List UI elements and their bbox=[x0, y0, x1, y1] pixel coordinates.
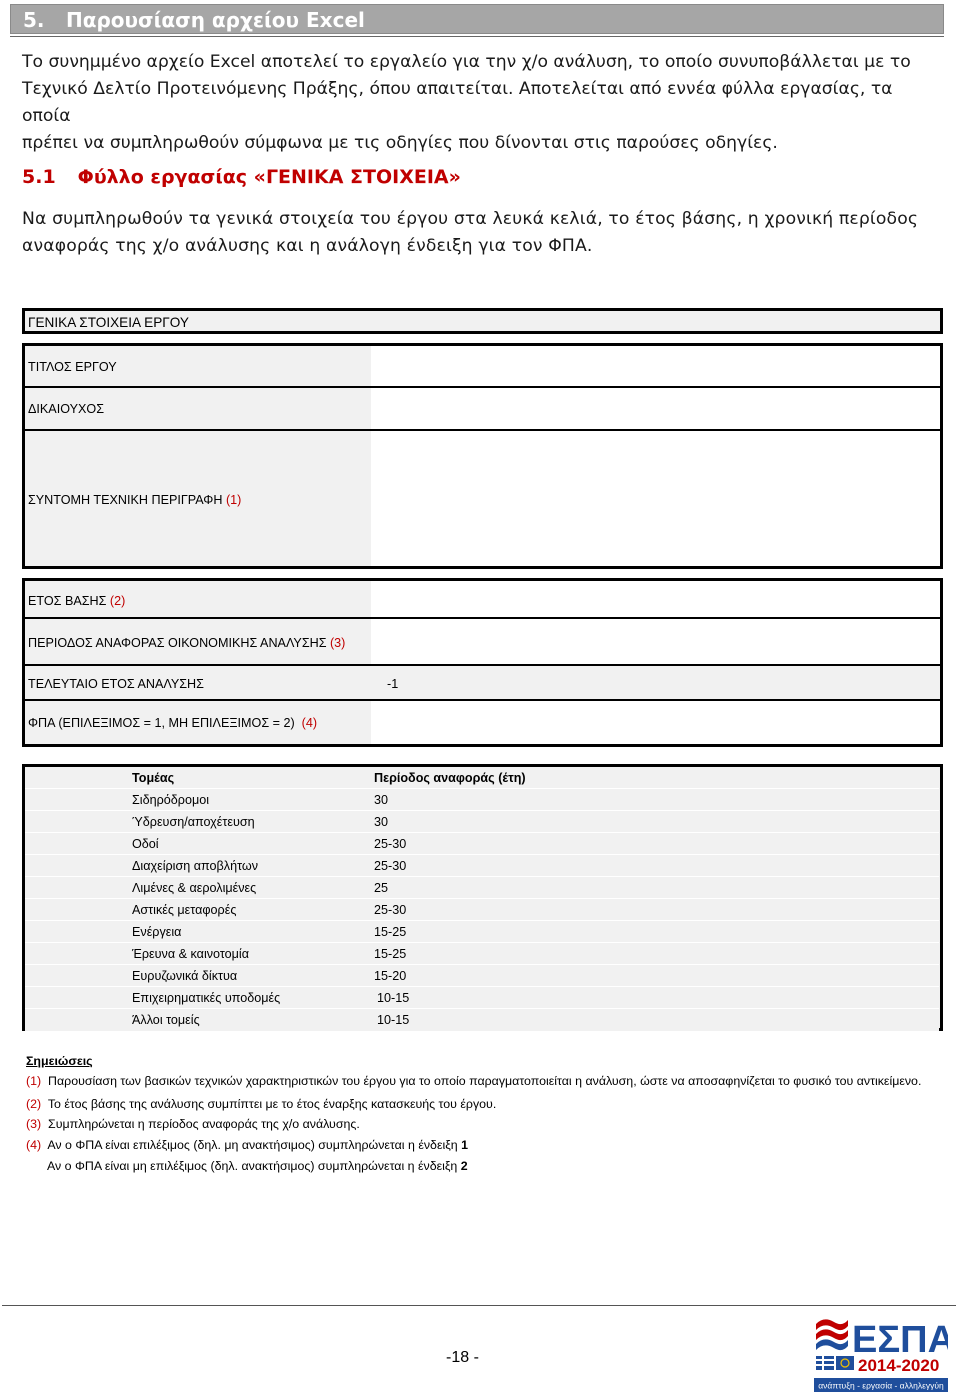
vat-label: ΦΠΑ (ΕΠΙΛΕΞΙΜΟΣ = 1, ΜΗ ΕΠΙΛΕΞΙΜΟΣ = 2) (4) bbox=[28, 716, 318, 730]
period-label-cell bbox=[25, 619, 371, 666]
beneficiary-label: ΔΙΚΑΙΟΥΧΟΣ bbox=[28, 402, 104, 416]
period-label: ΠΕΡΙΟΔΟΣ ΑΝΑΦΟΡΑΣ ΟΙΚΟΝΟΜΙΚΗΣ ΑΝΑΛΥΣΗΣ (3) bbox=[28, 636, 346, 650]
sub-line: αναφοράς της χ/ο ανάλυσης και η ανάλογη ένδειξη για τον ΦΠΑ. bbox=[22, 236, 593, 256]
svg-text:ΕΣΠΑ: ΕΣΠΑ bbox=[852, 1319, 948, 1361]
note-item: (1) Παρουσίαση των βασικών τεχνικών χαρακτηριστικών του έργου για το οποίο παραγματοποιείται η ανάλυση, ώστε να αποσαφηνίζεται το φυσικό του αντικείμενο. bbox=[26, 1074, 922, 1088]
period-input[interactable] bbox=[371, 619, 940, 666]
note-item: (4) Αν ο ΦΠΑ είναι επιλέξιμος (δηλ. μη ανακτήσιμος) συμπληρώνεται η ένδειξη 1 bbox=[26, 1138, 469, 1152]
subsection-number: 5.1 bbox=[22, 166, 56, 188]
table-row: Σιδηρόδρομοι 30 bbox=[25, 789, 939, 811]
table-row: Λιμένες & αερολιμένες 25 bbox=[25, 877, 939, 899]
analysis-info-box bbox=[22, 578, 943, 747]
title-label-cell bbox=[25, 346, 371, 388]
beneficiary-label-cell bbox=[25, 388, 371, 431]
description-label: ΣΥΝΤΟΜΗ ΤΕΧΝΙΚΗ ΠΕΡΙΓΡΑΦΗ (1) bbox=[28, 493, 242, 507]
col-sector: Τομέας bbox=[132, 771, 175, 785]
subsection-paragraph bbox=[22, 206, 942, 260]
section-title: Παρουσίαση αρχείου Excel bbox=[66, 8, 365, 32]
intro-paragraph bbox=[22, 49, 942, 157]
section-number: 5. bbox=[23, 8, 45, 32]
subsection-title: Φύλλο εργασίας «ΓΕΝΙΚΑ ΣΤΟΙΧΕΙΑ» bbox=[77, 166, 461, 188]
project-info-box bbox=[22, 343, 943, 569]
title-label: ΤΙΤΛΟΣ ΕΡΓΟΥ bbox=[28, 360, 117, 374]
note-item: (3) Συμπληρώνεται η περίοδος αναφοράς της χ/ο ανάλυσης. bbox=[26, 1117, 360, 1131]
table-row: Αστικές μεταφορές 25-30 bbox=[25, 899, 939, 921]
divider bbox=[10, 36, 944, 37]
last-year-row bbox=[25, 666, 940, 701]
table-row: Έρευνα & καινοτομία 15-25 bbox=[25, 943, 939, 965]
svg-text:2014-2020: 2014-2020 bbox=[858, 1356, 940, 1375]
footer-divider bbox=[2, 1305, 956, 1306]
form-header bbox=[22, 308, 943, 334]
beneficiary-input[interactable] bbox=[371, 388, 940, 431]
last-year-label: ΤΕΛΕΥΤΑΙΟ ΕΤΟΣ ΑΝΑΛΥΣΗΣ bbox=[28, 677, 204, 691]
page-number: -18 - bbox=[446, 1349, 479, 1366]
base-year-label-cell bbox=[25, 581, 371, 619]
base-year-label: ΕΤΟΣ ΒΑΣΗΣ (2) bbox=[28, 594, 126, 608]
sub-line: Να συμπληρωθούν τα γενικά στοιχεία του έργου στα λευκά κελιά, το έτος βάσης, η χρονική περίοδος bbox=[22, 209, 919, 229]
col-period: Περίοδος αναφοράς (έτη) bbox=[374, 771, 526, 785]
table-row: Οδοί 25-30 bbox=[25, 833, 939, 855]
notes-title: Σημειώσεις bbox=[26, 1054, 93, 1068]
note-item: (2) Το έτος βάσης της ανάλυσης συμπίπτει με το έτος έναρξης κατασκευής του έργου. bbox=[26, 1097, 497, 1111]
description-input[interactable] bbox=[371, 431, 940, 566]
intro-line: Το συνημμένο αρχείο Excel αποτελεί το εργαλείο για την χ/ο ανάλυση, το οποίο συνυποβάλλεται με το bbox=[22, 52, 911, 72]
table-row: Ενέργεια 15-25 bbox=[25, 921, 939, 943]
table-row: Άλλοι τομείς 10-15 bbox=[25, 1009, 939, 1031]
intro-line: πρέπει να συμπληρωθούν σύμφωνα με τις οδηγίες που δίνονται στις παρούσες οδηγίες. bbox=[22, 133, 778, 153]
intro-line: Τεχνικό Δελτίο Προτεινόμενης Πράξης, όπου απαιτείται. Αποτελείται από εννέα φύλλα εργασίας, τα οποία bbox=[22, 79, 893, 126]
svg-text:ανάπτυξη - εργασία - αλληλεγγύ: ανάπτυξη - εργασία - αλληλεγγύη bbox=[818, 1380, 944, 1391]
sector-table bbox=[22, 764, 943, 1031]
note-item-extra: Αν ο ΦΠΑ είναι μη επιλέξιμος (δηλ. ανακτήσιμος) συμπληρώνεται η ένδειξη 2 bbox=[47, 1159, 468, 1173]
form-header-label: ΓΕΝΙΚΑ ΣΤΟΙΧΕΙΑ ΕΡΓΟΥ bbox=[28, 315, 189, 330]
section-header bbox=[10, 4, 944, 34]
vat-input[interactable] bbox=[371, 701, 940, 744]
vat-label-cell bbox=[25, 701, 371, 744]
table-header bbox=[25, 767, 939, 789]
subsection-heading bbox=[22, 166, 461, 188]
espa-logo bbox=[814, 1314, 948, 1394]
title-input[interactable] bbox=[371, 346, 940, 388]
description-label-cell bbox=[25, 431, 371, 566]
table-row: Διαχείριση αποβλήτων 25-30 bbox=[25, 855, 939, 877]
table-row: Ευρυζωνικά δίκτυα 15-20 bbox=[25, 965, 939, 987]
table-row: Ύδρευση/αποχέτευση 30 bbox=[25, 811, 939, 833]
last-year-value: -1 bbox=[387, 677, 399, 691]
espa-flag-icon bbox=[814, 1314, 948, 1394]
table-row: Επιχειρηματικές υποδομές 10-15 bbox=[25, 987, 939, 1009]
base-year-input[interactable] bbox=[371, 581, 940, 619]
